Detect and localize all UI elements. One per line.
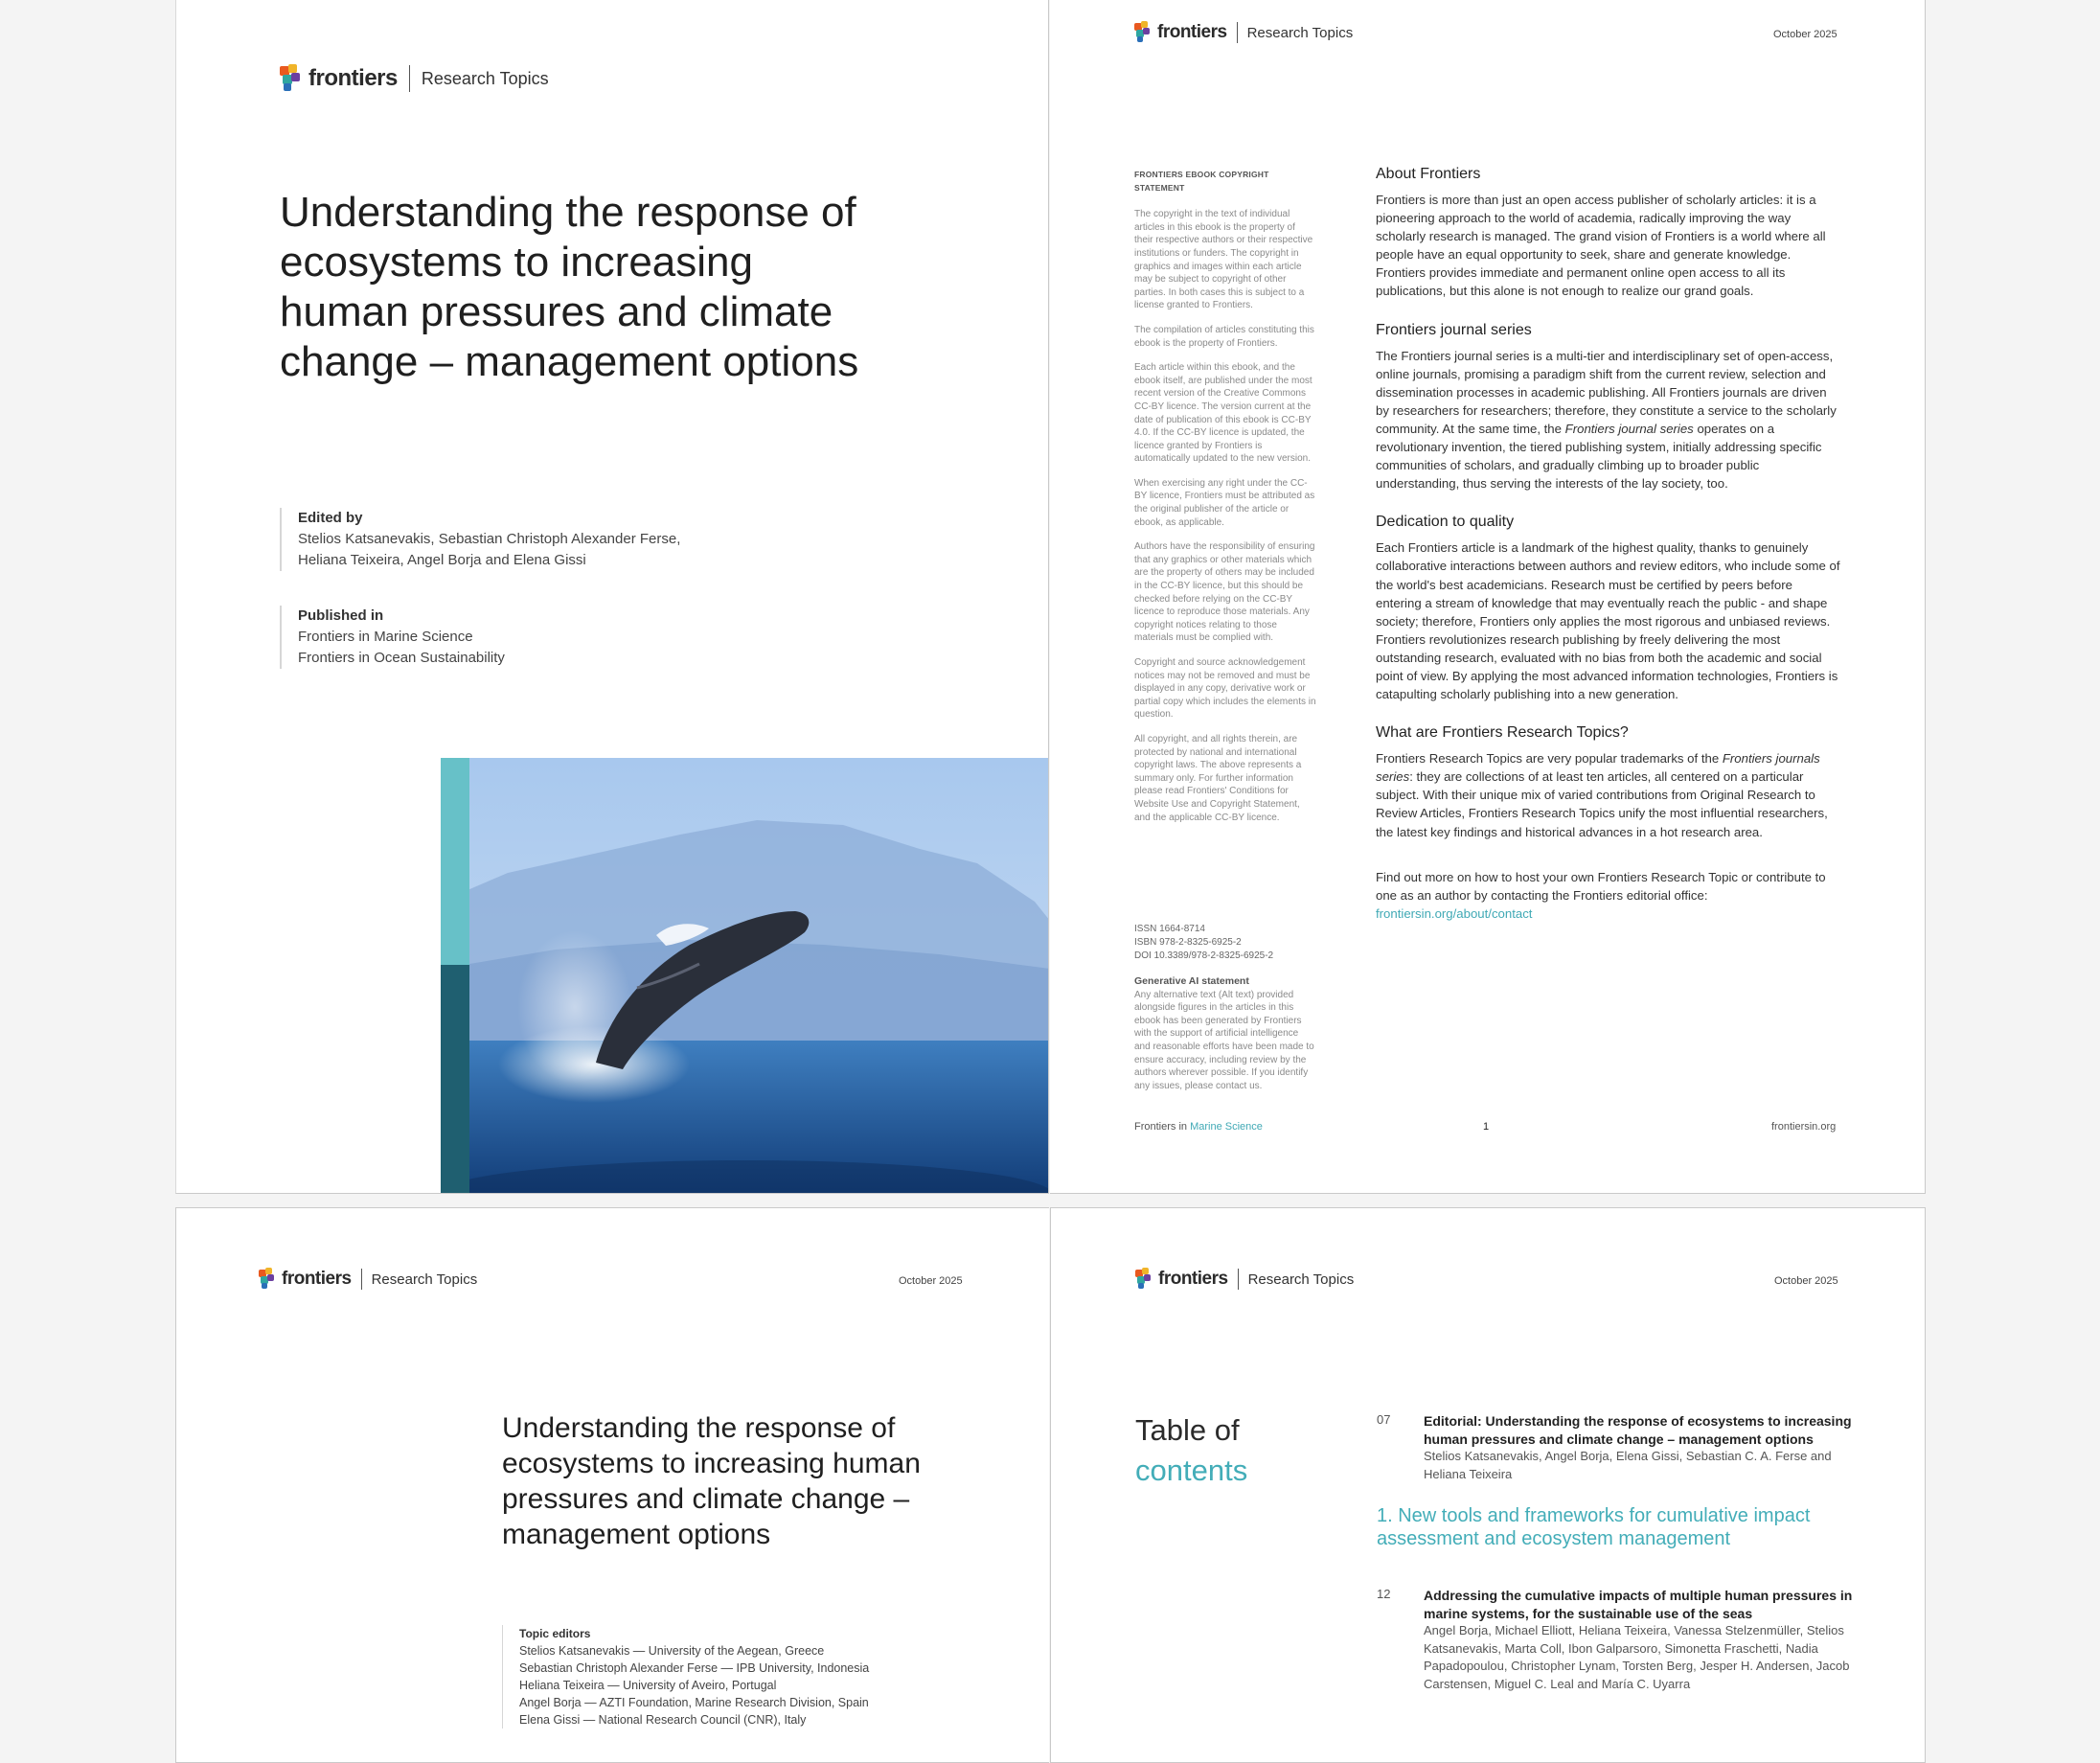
doi: DOI 10.3389/978-2-8325-6925-2 [1134,950,1274,961]
title-page-title: Understanding the response of ecosystems to increasing human pressures and climate change – management options [502,1412,921,1550]
about-section [1376,723,1841,840]
publication-date: October 2025 [1773,29,1838,40]
frontiers-mark-icon [280,64,303,93]
accent-bar [441,965,469,1194]
brand-subtitle: Research Topics [1247,1271,1355,1288]
about-section [1376,513,1841,703]
published-in-block [280,606,505,669]
toc-section-heading[interactable]: 1. New tools and frameworks for cumulative impact assessment and ecosystem management [1377,1505,1811,1549]
brand-name: frontiers [1157,22,1227,42]
copyright-heading: FRONTIERS EBOOK COPYRIGHT STATEMENT [1134,170,1269,193]
publication-date: October 2025 [899,1275,963,1287]
toc-entry-title: Addressing the cumulative impacts of multiple human pressures in marine systems, for the sustainable use of the seas [1424,1588,1853,1621]
frontiers-mark-icon [1135,1268,1153,1291]
brand-subtitle: Research Topics [1246,24,1354,41]
toc-entry-authors: Angel Borja, Michael Elliott, Heliana Teixeira, Vanessa Stelzenmüller, Stelios Katsanevakis, Marta Coll, Ibon Galparsoro, Simonetta Fraschetti, Nadia Papadopoulou, Christopher Lynam, Torsten Berg, Jesper H. Andersen, Jacob Carstensen, Miguel C. Leal and María C. Uyarra [1424,1623,1850,1691]
title-page [175,1207,1049,1763]
about-page [1050,0,1926,1194]
brand-name: frontiers [1158,1269,1228,1289]
about-section [1376,321,1841,493]
footer-site-link[interactable]: frontiersin.org [1771,1121,1837,1133]
section-heading: Frontiers journal series [1376,321,1532,338]
copyright-statement [1134,169,1316,836]
issn: ISSN 1664-8714 [1134,924,1205,934]
section-heading: What are Frontiers Research Topics? [1376,724,1629,742]
ai-heading: Generative AI statement [1134,975,1249,987]
identifiers [1134,923,1316,963]
published-in-label: Published in [298,607,384,624]
copyright-paragraph: The compilation of articles constituting this ebook is the property of Frontiers. [1134,324,1314,349]
publication-date: October 2025 [1774,1275,1838,1287]
editors-line: Stelios Katsanevakis, Sebastian Christoph Alexander Ferse, [298,531,681,547]
copyright-paragraph: Authors have the responsibility of ensuring that any graphics or other materials which are the property of others may be included in the CC-BY licence, but this should be checked before relying on the CC-BY licence to reproduce those materials. Any copyright notices relating to those materials must be complied with. [1134,541,1315,644]
frontiers-mark-icon [259,1268,276,1291]
topic-editors [502,1625,869,1729]
toc-heading: Table of contents [1135,1413,1248,1487]
toc-page-number: 12 [1377,1587,1391,1601]
section-heading: Dedication to quality [1376,514,1515,531]
section-text: Frontiers is more than just an open access publisher of scholarly articles: it is a pioneering approach to the world of academia, radically improving the way scholarly research is managed. The grand vision of Frontiers is a world where all people have an equal opportunity to seek, share and generate knowledge. Frontiers provides immediate and permanent online open access to all its publications, but this alone is not enough to realize our grand goals. [1376,193,1826,299]
frontiers-mark-icon [1134,21,1152,44]
frontiers-logo [259,1268,477,1291]
toc-entry[interactable] [1377,1412,1856,1483]
section-text: Each Frontiers article is a landmark of the highest quality, thanks to genuinely collaborative interactions between authors and review editors, who include some of the world's best academicians. Research must be certified by peers before entering a stream of knowledge that may eventually reach the public - and shape society; therefore, Frontiers only applies the most rigorous and unbiased reviews. Frontiers revolutionizes research publishing by freely delivering the most outstanding research, evaluated with no bias from both the academic and social point of view. By applying the most advanced information technologies, Frontiers is catapulting scholarly publishing into a new generation. [1376,540,1840,702]
footer-journal: Frontiers in Marine Science [1134,1121,1263,1133]
toc-list [1377,1412,1856,1714]
edited-by-block [280,508,680,571]
edited-by-label: Edited by [298,510,363,526]
toc-entry[interactable] [1377,1587,1856,1693]
about-section [1376,165,1841,301]
ai-statement [1134,975,1316,1092]
toc-page-number: 07 [1377,1412,1391,1427]
footer-journal-link[interactable]: Marine Science [1190,1121,1263,1133]
whale-photo [441,758,1049,1194]
topic-editor: Sebastian Christoph Alexander Ferse — IPB University, Indonesia [519,1661,870,1675]
section-text: The Frontiers journal series is a multi-tier and interdisciplinary set of open-access, online journals, promising a paradigm shift from the current review, selection and dissemination processes in academic publishing. All Frontiers journals are driven by researchers for researchers; therefore, they constitute a service to the scholarly community. At the same time, the Frontiers journal series operates on a revolutionary invention, the tiered publishing system, initially addressing specific communities of scholars, and gradually climbing up to broader public understanding, thus serving the interests of the lay society, too. [1376,348,1837,492]
toc-entry-title: Editorial: Understanding the response of ecosystems to increasing human pressures and climate change – management options [1424,1413,1852,1447]
section-text: Frontiers Research Topics are very popular trademarks of the Frontiers journals series: they are collections of at least ten articles, all centered on a particular subject. With their unique mix of varied contributions from Original Research to Review Articles, Frontiers Research Topics unify the most influential researchers, the latest key findings and historical advances in a hot research area. [1376,751,1828,839]
copyright-paragraph: All copyright, and all rights therein, are protected by national and international copyright laws. The above represents a summary only. For further information please read Frontiers' Conditions for Website Use and Copyright Statement, and the applicable CC-BY licence. [1134,733,1302,823]
journal-name: Frontiers in Ocean Sustainability [298,650,505,666]
topic-editors-label: Topic editors [519,1627,591,1640]
frontiers-logo [280,63,549,94]
ai-text: Any alternative text (Alt text) provided alongside figures in the articles in this ebook has been generated by Frontiers with the support of artificial intelligence and reasonable efforts have been made to ensure accuracy, including review by the authors wherever possible. If you identify any issues, please contact us. [1134,989,1314,1091]
brand-subtitle: Research Topics [421,68,549,88]
accent-bar [441,758,469,965]
about-column [1376,165,1841,923]
toc-entry-authors: Stelios Katsanevakis, Angel Borja, Elena Gissi, Sebastian C. A. Ferse and Heliana Teixeira [1424,1449,1832,1481]
brand-name: frontiers [308,65,398,91]
brand-name: frontiers [282,1269,352,1289]
contact-text: Find out more on how to host your own Frontiers Research Topic or contribute to one as an author by contacting the Frontiers editorial office: [1376,869,1826,903]
cover-page [175,0,1049,1194]
topic-editor: Heliana Teixeira — University of Aveiro, Portugal [519,1679,777,1692]
frontiers-logo [1134,21,1353,44]
brand-subtitle: Research Topics [371,1271,478,1288]
page-number: 1 [1483,1121,1490,1133]
contact-link[interactable]: frontiersin.org/about/contact [1376,905,1533,921]
copyright-paragraph: The copyright in the text of individual articles in this ebook is the property of their respective authors or their respective institutions or funders. The copyright in graphics and images within each article may be subject to copyright of other parties. In both cases this is subject to a license granted to Frontiers. [1134,209,1313,311]
editors-line: Heliana Teixeira, Angel Borja and Elena Gissi [298,552,586,568]
toc-page [1050,1207,1926,1763]
copyright-paragraph: When exercising any right under the CC-BY licence, Frontiers must be attributed as the original publisher of the article or ebook, as applicable. [1134,477,1315,528]
section-heading: About Frontiers [1376,166,1481,182]
frontiers-logo [1135,1268,1354,1291]
topic-editor: Angel Borja — AZTI Foundation, Marine Research Division, Spain [519,1696,869,1709]
copyright-paragraph: Each article within this ebook, and the ebook itself, are published under the most recent version of the Creative Commons CC-BY licence. The version current at the date of publication of this ebook is CC-BY 4.0. If the CC-BY licence is updated, the licence granted by Frontiers is automatically updated to the new version. [1134,362,1312,465]
copyright-paragraph: Copyright and source acknowledgement notices may not be removed and must be displayed in any copy, derivative work or partial copy which includes the elements in question. [1134,657,1316,721]
topic-editor: Elena Gissi — National Research Council (CNR), Italy [519,1713,807,1727]
cover-title: Understanding the response of ecosystems to increasing human pressures and climate change – management options [280,189,859,385]
topic-editor: Stelios Katsanevakis — University of the Aegean, Greece [519,1644,825,1658]
journal-name: Frontiers in Marine Science [298,629,473,645]
isbn: ISBN 978-2-8325-6925-2 [1134,937,1242,948]
